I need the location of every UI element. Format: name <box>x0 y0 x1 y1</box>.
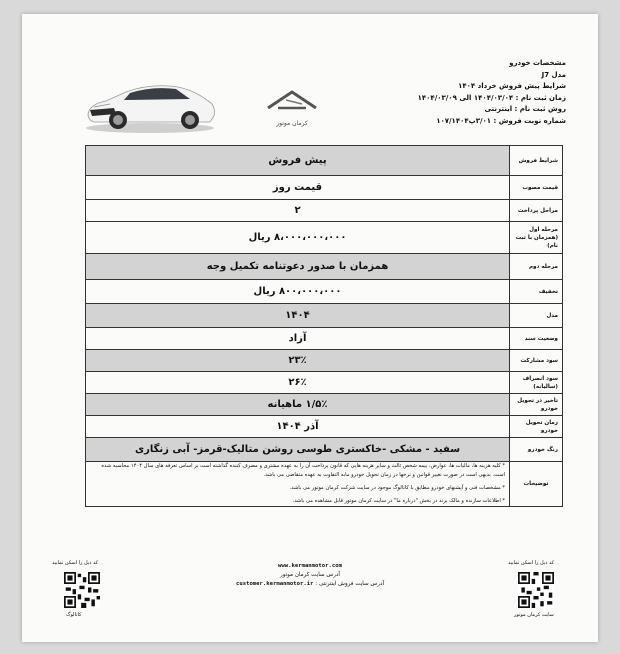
notes-label: توضیحات <box>510 462 563 507</box>
spec-row-label: مرحله دوم <box>510 254 563 280</box>
spec-row <box>86 394 563 416</box>
spec-row-value: ۸۰۰،۰۰۰،۰۰۰ ریال <box>86 280 510 304</box>
website-qr-label: سایت کرمان موتور <box>514 612 554 618</box>
spec-row-label: زمان تحویل خودرو <box>510 416 563 438</box>
spec-row-label: مرحله اول (همزمان با ثبت نام) <box>510 222 563 254</box>
notes-content <box>86 462 510 507</box>
note-item: * کلیه هزینه ها، مالیات ها، عوارض، بیمه شخص ثالث و سایر هزینه هایی که قانون پرداخت آن را به عهده مشتری و مصرف کننده گذاشته است بر اساس تعرفه های سال ۱۴۰۴ محاسبه شده است. بدیهی است در صورت تغییر قوانین و نرخها در زمان تحویل خودرو مابه التفاوت به عهده متقاضی می باشد. <box>101 463 505 478</box>
spec-table <box>85 145 563 507</box>
sheet-title: مشخصات خودرو <box>509 59 566 67</box>
spec-row-value: ۱۴۰۴ <box>86 304 510 328</box>
catalog-qr-caption: کد ذیل را اسکن نمایید <box>52 560 99 566</box>
site-url[interactable]: www.kermanmotor.com <box>278 563 342 569</box>
footer <box>22 562 598 642</box>
catalog-qr-label: کاتالوگ <box>66 612 82 618</box>
spec-row-value: قیمت روز <box>86 176 510 200</box>
spec-row <box>86 200 563 222</box>
spec-row <box>86 350 563 372</box>
spec-row <box>86 328 563 350</box>
spec-row <box>86 416 563 438</box>
spec-row <box>86 222 563 254</box>
logo-mark-icon <box>262 86 322 116</box>
spec-row <box>86 176 563 200</box>
spec-row-label: مراحل پرداخت <box>510 200 563 222</box>
spec-row-label: قیمت مصوب <box>510 176 563 200</box>
spec-row-value: آذر ۱۴۰۴ <box>86 416 510 438</box>
footer-addresses <box>192 562 428 589</box>
spec-row-label: سود انصراف (سالیانه) <box>510 372 563 394</box>
site-label: آدرس سایت کرمان موتور <box>280 572 340 578</box>
spec-row <box>86 438 563 462</box>
spec-row <box>86 146 563 176</box>
car-image <box>80 70 220 136</box>
notes-row <box>86 462 563 507</box>
spec-row-label: رنگ خودرو <box>510 438 563 462</box>
spec-row-value: ۲۳٪ <box>86 350 510 372</box>
logo-text: کرمان موتور <box>276 120 308 127</box>
turn-number: شماره نوبت فروش : ۳/۰۱پ۱۰۷/۱۴۰۴ <box>436 116 566 125</box>
model-line: مدل J7 <box>541 70 566 79</box>
note-item: * مشخصات فنی و آپشنهای خودرو مطابق با کاتالوگ موجود در سایت شرکت کرمان موتور می باشد. <box>289 485 505 491</box>
spec-row <box>86 254 563 280</box>
spec-row-value: ۱/۵٪ ماهیانه <box>86 394 510 416</box>
kerman-motor-logo <box>262 86 322 128</box>
spec-row-value: آزاد <box>86 328 510 350</box>
website-qr-caption: کد ذیل را اسکن نمایید <box>508 560 555 566</box>
header-info <box>418 58 566 127</box>
catalog-qr-icon[interactable] <box>64 572 100 608</box>
conditions-line: شرایط پیش فروش خرداد ۱۴۰۴ <box>458 82 566 90</box>
sales-url[interactable]: customer.kermanmotor.ir <box>235 581 314 587</box>
spec-row-label: شرایط فروش <box>510 146 563 176</box>
registration-method: روش ثبت نام : اینترنتی <box>484 105 566 113</box>
spec-row-value: ۲۶٪ <box>86 372 510 394</box>
spec-row-label: مدل <box>510 304 563 328</box>
spec-row-value: ۸،۰۰۰،۰۰۰،۰۰۰ ریال <box>86 222 510 254</box>
spec-row-label: تخفیف <box>510 280 563 304</box>
spec-row-label: تاخیر در تحویل خودرو <box>510 394 563 416</box>
spec-row-value: پیش فروش <box>86 146 510 176</box>
sales-label: آدرس سایت فروش اینترنتی : <box>315 581 385 587</box>
spec-row-label: وضعیت سند <box>510 328 563 350</box>
spec-row <box>86 304 563 328</box>
spec-row-value: همزمان با صدور دعوتنامه تکمیل وجه <box>86 254 510 280</box>
registration-time: زمان ثبت نام : ۱۴۰۴/۰۳/۰۴ الی ۱۴۰۴/۰۳/۰۹ <box>417 93 566 102</box>
note-item: * اطلاعات سازنده و مالک برند در بخش "درباره ما" در سایت کرمان موتور قابل مشاهده می باشد. <box>292 498 505 504</box>
website-qr-icon[interactable] <box>518 572 554 608</box>
spec-row-value: سفید - مشکی -خاکستری طوسی روشن متالیک-قرمز- آبی زنگاری <box>86 438 510 462</box>
spec-row-label: سود مشارکت <box>510 350 563 372</box>
price-sheet-page <box>22 14 598 642</box>
spec-row <box>86 280 563 304</box>
spec-row-value: ۲ <box>86 200 510 222</box>
spec-row <box>86 372 563 394</box>
